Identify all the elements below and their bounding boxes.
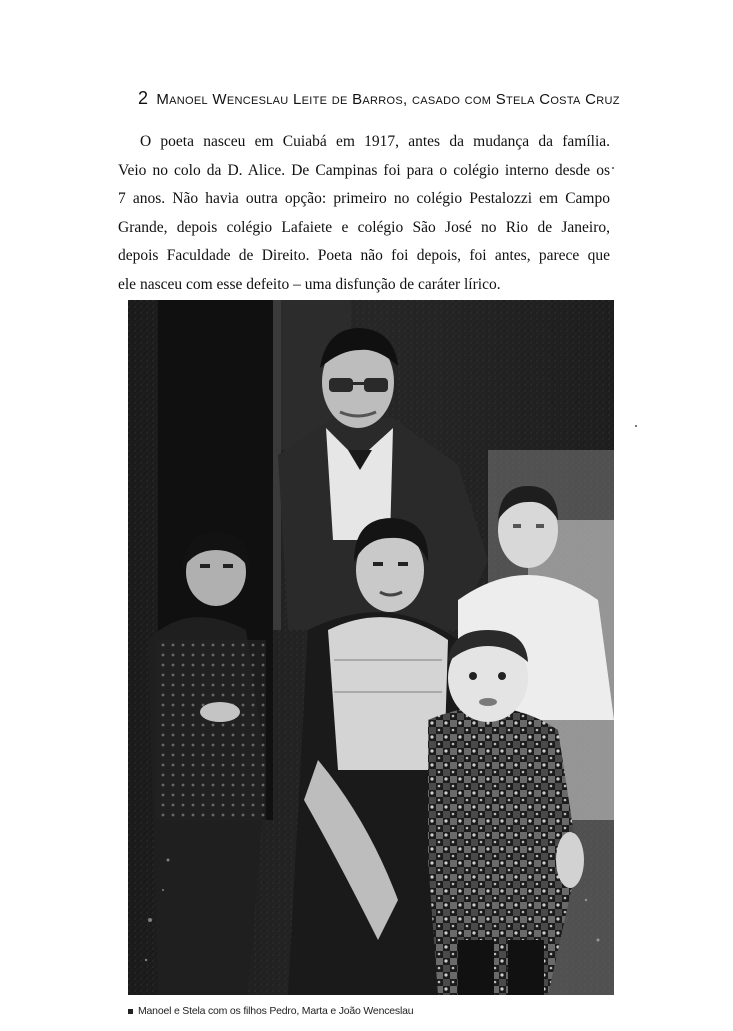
paragraph-line: 7 anos. Não havia outra opção: primeiro no colégio Pestalozzi em Campo [118, 190, 610, 207]
photo-caption [128, 1005, 413, 1017]
body-paragraph [118, 128, 610, 299]
paragraph-line: Grande, depois colégio Lafaiete e colégio São José no Rio de Janeiro, [118, 218, 610, 236]
print-speck [612, 167, 614, 169]
chapter-title: Manoel Wenceslau Leite de Barros, casado com Stela Costa Cruz [156, 91, 620, 108]
caption-text: Manoel e Stela com os filhos Pedro, Marta e João Wenceslau [138, 1005, 414, 1017]
caption-bullet-icon [128, 1009, 133, 1014]
paragraph-line: O poeta nasceu em Cuiabá em 1917, antes da mudança da família. [140, 133, 610, 150]
paragraph-line: depois Faculdade de Direito. Poeta não foi depois, foi antes, parece que [118, 247, 610, 264]
family-photograph-illustration [128, 300, 614, 995]
family-photograph [128, 300, 614, 995]
paragraph-line: Veio no colo da D. Alice. De Campinas foi para o colégio interno desde os [118, 161, 610, 179]
paragraph-line: ele nasceu com esse defeito – uma disfunção de caráter lírico. [118, 275, 501, 293]
print-speck [635, 425, 637, 427]
chapter-number: 2 [138, 88, 149, 108]
chapter-heading [138, 88, 620, 109]
